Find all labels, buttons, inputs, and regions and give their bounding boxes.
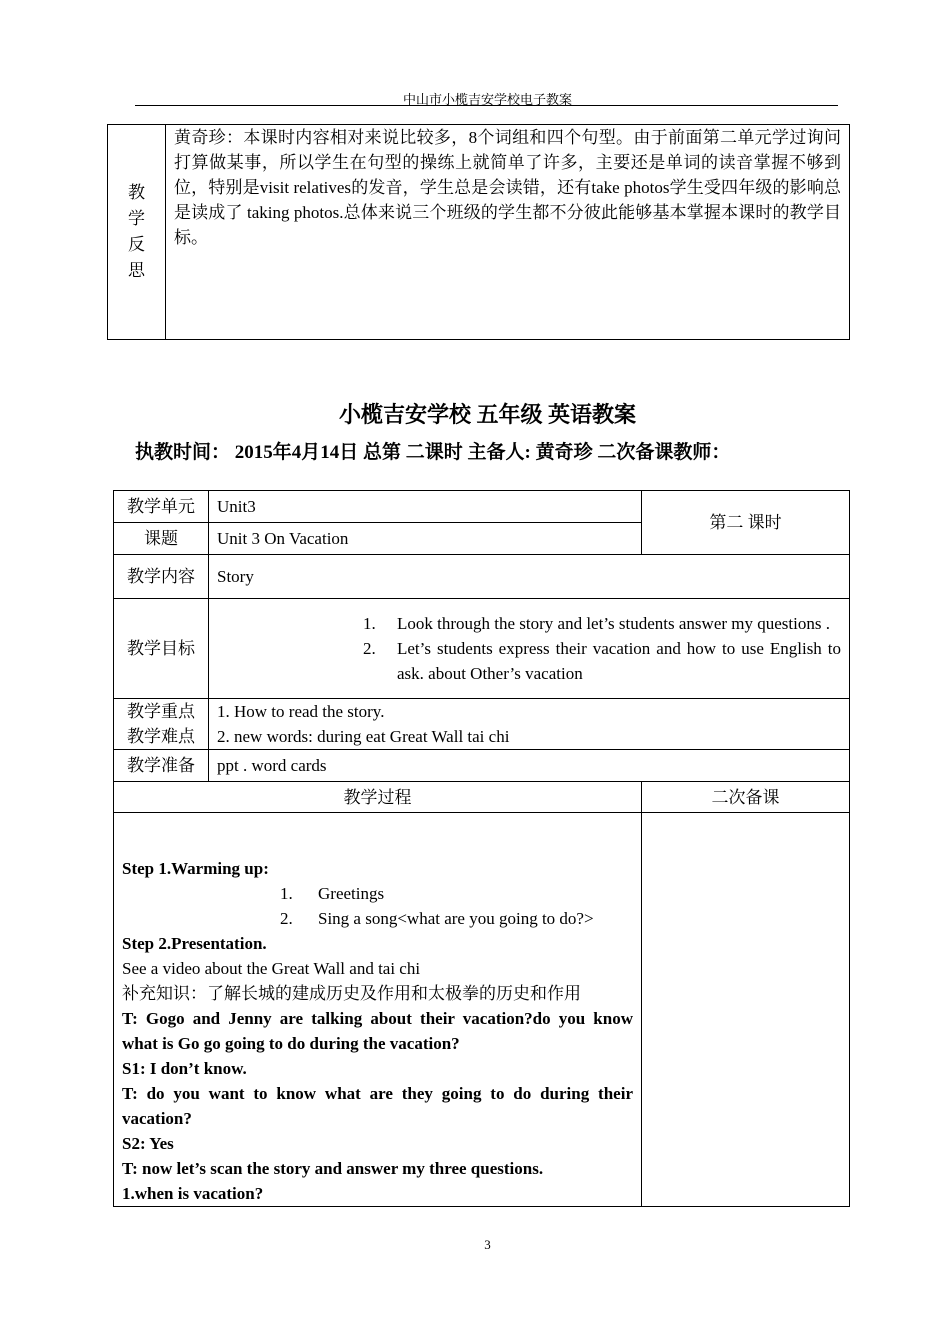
goal-number: 1. (363, 614, 376, 633)
goals-label: 教学目标 (114, 599, 209, 699)
goal-item (363, 636, 841, 686)
goal-item (363, 611, 841, 636)
reflection-label-char: 反 (128, 235, 145, 254)
unit-label: 教学单元 (114, 491, 209, 523)
key-point-value: 1. How to read the story. (217, 702, 385, 721)
step1-item-number: 1. (280, 884, 293, 903)
student-line-1: S1: I don’t know. (122, 1059, 247, 1078)
content-label: 教学内容 (114, 555, 209, 599)
question-1: 1.when is vacation? (122, 1184, 264, 1203)
key-difficult-label (114, 699, 209, 750)
step2-heading: Step 2.Presentation. (122, 934, 267, 953)
second-prep-cell (642, 813, 850, 1207)
reflection-table (107, 124, 850, 340)
lesson-number: 第二 课时 (642, 491, 850, 555)
page-number: 3 (484, 1237, 491, 1252)
reflection-label-char: 学 (128, 209, 145, 228)
goals-cell (209, 599, 850, 699)
teacher-line-3: T: now let’s scan the story and answer my three questions. (122, 1159, 544, 1178)
student-line-2: S2: Yes (122, 1134, 174, 1153)
step1-item-number: 2. (280, 909, 293, 928)
difficult-point-value: 2. new words: during eat Great Wall tai chi (217, 727, 510, 746)
difficult-point-label: 教学难点 (127, 727, 195, 746)
process-cell (114, 813, 642, 1207)
reflection-label (108, 125, 166, 340)
video-line: See a video about the Great Wall and tai chi (122, 959, 421, 978)
key-point-label: 教学重点 (127, 702, 195, 721)
prep-value: ppt . word cards (209, 750, 850, 782)
document-title: 小榄吉安学校 五年级 英语教案 (338, 402, 636, 427)
goals-list (217, 611, 841, 686)
topic-value: Unit 3 On Vacation (209, 523, 642, 555)
prep-label: 教学准备 (114, 750, 209, 782)
goal-text: Let’s students express their vacation and how to use English to ask. about Other’s vacation (397, 639, 841, 683)
goal-number: 2. (363, 639, 376, 658)
key-difficult-value (209, 699, 850, 750)
second-prep-header: 二次备课 (642, 782, 850, 813)
step1-item-text: Greetings (318, 884, 385, 903)
supplement-line: 补充知识：了解长城的建成历史及作用和太极拳的历史和作用 (122, 984, 581, 1003)
step1-item (122, 906, 633, 931)
teacher-line-2: T: do you want to know what are they going to do during their vacation? (122, 1084, 633, 1128)
unit-value: Unit3 (209, 491, 642, 523)
step1-heading: Step 1.Warming up: (122, 859, 269, 878)
teacher-line-1: T: Gogo and Jenny are talking about their vacation?do you know what is Go go going to do during the vacation? (122, 1009, 633, 1053)
topic-label: 课题 (114, 523, 209, 555)
goal-text: Look through the story and let’s students answer my questions . (397, 614, 830, 633)
reflection-text: 黄奇珍：本课时内容相对来说比较多，8个词组和四个句型。由于前面第二单元学过询问打算做某事，所以学生在句型的操练上就简单了许多，主要还是单词的读音掌握不够到位，特别是visit relatives的发音，学生总是会读错，还有take photos学生受四年级的影响总是读成了 taking photos.总体来说三个班级的学生都不分彼此能够基本掌握本课时的教学目标。 (166, 125, 850, 340)
lesson-plan-table (113, 490, 850, 1207)
content-value: Story (209, 555, 850, 599)
header-school-name: 中山市小榄吉安学校电子教案 (402, 92, 572, 107)
document-subtitle: 执教时间： 2015年4月14日 总第 二课时 主备人: 黄奇珍 二次备课教师： (135, 442, 731, 463)
process-header: 教学过程 (114, 782, 642, 813)
step1-item-text: Sing a song<what are you going to do?> (318, 909, 594, 928)
step1-item (122, 881, 633, 906)
reflection-label-char: 思 (128, 261, 145, 280)
reflection-label-char: 教 (128, 183, 145, 202)
header-divider (135, 105, 838, 106)
